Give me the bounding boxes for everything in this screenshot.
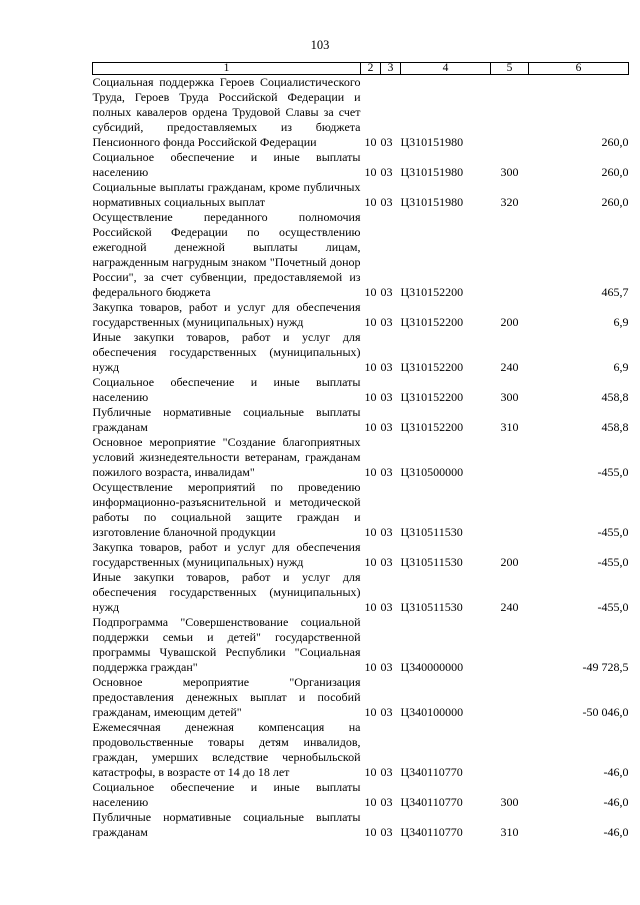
expense-type-code: [491, 615, 529, 675]
target-item-code: Ц310152200: [400, 420, 464, 434]
amount: -50 046,0: [582, 705, 629, 719]
table-row: [93, 615, 629, 675]
target-item-code: Ц310152200: [400, 360, 464, 374]
subsection-code: 03: [380, 465, 393, 479]
amount: -46,0: [603, 765, 629, 779]
subsection-code: 03: [380, 525, 393, 539]
target-item-code: Ц340110770: [400, 765, 463, 779]
column-header: 5: [491, 63, 529, 75]
subsection-code: 03: [380, 360, 393, 374]
amount: -46,0: [603, 825, 629, 839]
section-code: 10: [364, 795, 377, 809]
target-item-code: Ц310511530: [400, 525, 463, 539]
table-row: [93, 75, 629, 151]
subsection-code: 03: [380, 420, 393, 434]
expense-type-code: 240: [500, 600, 519, 614]
subsection-code: 03: [380, 765, 393, 779]
amount: 6,9: [613, 360, 629, 374]
subsection-code: 03: [380, 825, 393, 839]
item-name: Основное мероприятие "Создание благоприятных условий жизнедеятельности ветеранам, гражданам пожилого возраста, инвалидам": [92, 435, 361, 479]
section-code: 10: [364, 285, 377, 299]
amount: -455,0: [597, 465, 629, 479]
expense-type-code: 310: [500, 420, 519, 434]
expense-type-code: 200: [500, 315, 519, 329]
section-code: 10: [364, 555, 377, 569]
section-code: 10: [364, 660, 377, 674]
table-row: [93, 810, 629, 840]
amount: -455,0: [597, 600, 629, 614]
table-row: [93, 150, 629, 180]
target-item-code: Ц310511530: [400, 600, 463, 614]
column-header: 3: [381, 63, 401, 75]
section-code: 10: [364, 465, 377, 479]
item-name: Ежемесячная денежная компенсация на продовольственные товары детям инвалидов, граждан, умерших вследствие чернобыльской катастрофы, в возрасте от 14 до 18 лет: [92, 720, 361, 779]
subsection-code: 03: [380, 390, 393, 404]
column-number-header: [93, 63, 629, 75]
target-item-code: Ц310152200: [400, 285, 464, 299]
amount: 465,7: [601, 285, 629, 299]
target-item-code: Ц340100000: [400, 705, 464, 719]
table-row: [93, 675, 629, 720]
target-item-code: Ц310511530: [400, 555, 463, 569]
expense-type-code: 200: [500, 555, 519, 569]
section-code: 10: [364, 525, 377, 539]
expense-type-code: 310: [500, 825, 519, 839]
table-row: [93, 330, 629, 375]
amount: -49 728,5: [582, 660, 629, 674]
item-name: Осуществление мероприятий по проведению информационно-разъяснительной и методической работы по социальной защите граждан и изготовление бланочной продукции: [92, 480, 361, 539]
section-code: 10: [364, 195, 377, 209]
amount: -455,0: [597, 555, 629, 569]
item-name: Закупка товаров, работ и услуг для обеспечения государственных (муниципальных) нужд: [92, 540, 361, 569]
item-name: Осуществление переданного полномочия Российской Федерации по осуществлению ежегодной денежной выплаты лицам, награжденным нагрудным знаком "Почетный донор России", за счет субвенции, предоставляемой из федерального бюджета: [92, 210, 361, 299]
expense-type-code: 300: [500, 165, 519, 179]
expense-type-code: [491, 720, 529, 780]
item-name: Иные закупки товаров, работ и услуг для обеспечения государственных (муниципальных) нужд: [92, 570, 361, 614]
subsection-code: 03: [380, 660, 393, 674]
item-name: Социальное обеспечение и иные выплаты населению: [92, 375, 361, 404]
item-name: Социальная поддержка Героев Социалистического Труда, Героев Труда Российской Федерации и полных кавалеров ордена Трудовой Славы за счет субсидий, предоставляемых из бюджета Пенсионного фонда Российской Федерации: [92, 75, 361, 149]
amount: 6,9: [613, 315, 629, 329]
table-row: [93, 405, 629, 435]
item-name: Публичные нормативные социальные выплаты гражданам: [92, 405, 361, 434]
table-row: [93, 780, 629, 810]
subsection-code: 03: [380, 315, 393, 329]
expense-type-code: [491, 480, 529, 540]
item-name: Основное мероприятие "Организация предоставления денежных выплат и пособий гражданам, имеющим детей": [92, 675, 361, 719]
amount: 458,8: [601, 420, 629, 434]
expense-type-code: [491, 210, 529, 300]
table-row: [93, 375, 629, 405]
section-code: 10: [364, 135, 377, 149]
subsection-code: 03: [380, 165, 393, 179]
table-row: [93, 570, 629, 615]
section-code: 10: [364, 420, 377, 434]
amount: 260,0: [601, 135, 629, 149]
section-code: 10: [364, 165, 377, 179]
table-row: [93, 210, 629, 300]
expense-type-code: [491, 675, 529, 720]
target-item-code: Ц340110770: [400, 795, 463, 809]
item-name: Подпрограмма "Совершенствование социальной поддержки семьи и детей" государственной программы Чувашской Республики "Социальная поддержка граждан": [92, 615, 361, 674]
amount: -46,0: [603, 795, 629, 809]
column-header: 6: [529, 63, 629, 75]
expense-type-code: 320: [500, 195, 519, 209]
expense-type-code: 300: [500, 390, 519, 404]
expense-type-code: 300: [500, 795, 519, 809]
amount: 260,0: [601, 195, 629, 209]
item-name: Социальное обеспечение и иные выплаты населению: [92, 780, 361, 809]
page-number: 103: [310, 38, 330, 52]
table-row: [93, 540, 629, 570]
item-name: Иные закупки товаров, работ и услуг для обеспечения государственных (муниципальных) нужд: [92, 330, 361, 374]
section-code: 10: [364, 765, 377, 779]
target-item-code: Ц310151980: [400, 165, 464, 179]
table-row: [93, 300, 629, 330]
section-code: 10: [364, 315, 377, 329]
expense-type-code: 240: [500, 360, 519, 374]
target-item-code: Ц310151980: [400, 135, 464, 149]
column-header: 1: [93, 63, 361, 75]
section-code: 10: [364, 390, 377, 404]
item-name: Социальное обеспечение и иные выплаты населению: [92, 150, 361, 179]
target-item-code: Ц340110770: [400, 825, 463, 839]
table-row: [93, 180, 629, 210]
item-name: Социальные выплаты гражданам, кроме публичных нормативных социальных выплат: [92, 180, 361, 209]
section-code: 10: [364, 705, 377, 719]
target-item-code: Ц310500000: [400, 465, 464, 479]
table-row: [93, 720, 629, 780]
target-item-code: Ц340000000: [400, 660, 464, 674]
item-name: Закупка товаров, работ и услуг для обеспечения государственных (муниципальных) нужд: [92, 300, 361, 329]
amount: 260,0: [601, 165, 629, 179]
subsection-code: 03: [380, 555, 393, 569]
column-header: 2: [361, 63, 381, 75]
expense-type-code: [491, 75, 529, 151]
subsection-code: 03: [380, 195, 393, 209]
table-row: [93, 435, 629, 480]
column-header: 4: [401, 63, 491, 75]
section-code: 10: [364, 825, 377, 839]
section-code: 10: [364, 600, 377, 614]
target-item-code: Ц310152200: [400, 390, 464, 404]
expense-type-code: [491, 435, 529, 480]
target-item-code: Ц310151980: [400, 195, 464, 209]
subsection-code: 03: [380, 135, 393, 149]
subsection-code: 03: [380, 285, 393, 299]
subsection-code: 03: [380, 705, 393, 719]
budget-table: [92, 62, 629, 840]
section-code: 10: [364, 360, 377, 374]
subsection-code: 03: [380, 795, 393, 809]
subsection-code: 03: [380, 600, 393, 614]
target-item-code: Ц310152200: [400, 315, 464, 329]
amount: -455,0: [597, 525, 629, 539]
table-row: [93, 480, 629, 540]
item-name: Публичные нормативные социальные выплаты гражданам: [92, 810, 361, 839]
amount: 458,8: [601, 390, 629, 404]
